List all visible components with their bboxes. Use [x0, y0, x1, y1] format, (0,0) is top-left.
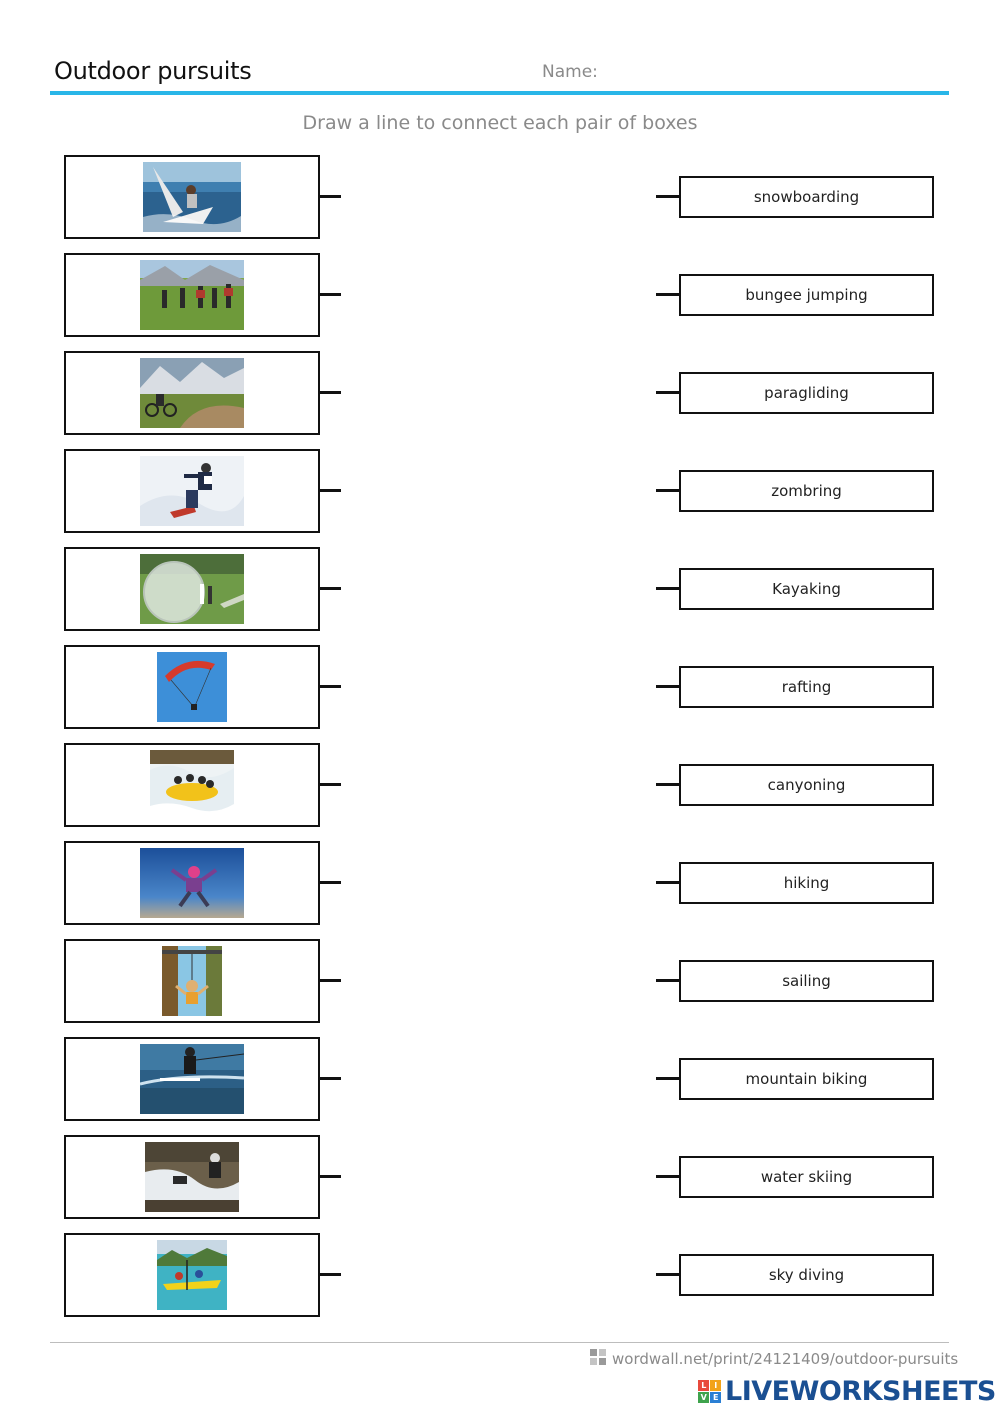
picture-box[interactable] — [64, 351, 320, 435]
paragliding-photo — [157, 652, 227, 722]
word-column — [656, 176, 936, 1352]
connector-stub[interactable] — [319, 1077, 341, 1080]
picture-row — [64, 1135, 344, 1219]
word-row — [656, 1156, 936, 1198]
picture-box[interactable] — [64, 547, 320, 631]
connector-stub[interactable] — [656, 1077, 680, 1080]
connector-stub[interactable] — [656, 489, 680, 492]
connector-stub[interactable] — [319, 881, 341, 884]
connector-stub[interactable] — [319, 1273, 341, 1276]
connector-stub[interactable] — [656, 979, 680, 982]
word-box[interactable]: snowboarding — [679, 176, 934, 218]
mountain-biking-photo — [140, 358, 244, 428]
picture-row — [64, 645, 344, 729]
picture-row — [64, 253, 344, 337]
connector-stub[interactable] — [319, 979, 341, 982]
footer-url: wordwall.net/print/24121409/outdoor-pursuits — [612, 1350, 959, 1368]
word-row — [656, 176, 936, 218]
picture-box[interactable] — [64, 253, 320, 337]
bungee-jumping-photo — [162, 946, 222, 1016]
connector-stub[interactable] — [319, 587, 341, 590]
name-label: Name: — [542, 62, 598, 82]
picture-row — [64, 1233, 344, 1317]
connector-stub[interactable] — [319, 391, 341, 394]
word-row — [656, 862, 936, 904]
word-box[interactable]: sailing — [679, 960, 934, 1002]
picture-column — [64, 155, 344, 1331]
water-skiing-photo — [140, 1044, 244, 1114]
footer-rule — [50, 1342, 949, 1343]
instructions: Draw a line to connect each pair of boxes — [302, 112, 698, 134]
word-row — [656, 372, 936, 414]
canyoning-photo — [145, 1142, 239, 1212]
word-box[interactable]: mountain biking — [679, 1058, 934, 1100]
word-box[interactable]: rafting — [679, 666, 934, 708]
liveworksheets-icon: L I V E — [698, 1380, 721, 1403]
picture-box[interactable] — [64, 1233, 320, 1317]
word-box[interactable]: sky diving — [679, 1254, 934, 1296]
picture-box[interactable] — [64, 449, 320, 533]
hiking-photo — [140, 260, 244, 330]
picture-box[interactable] — [64, 939, 320, 1023]
connector-stub[interactable] — [319, 489, 341, 492]
connector-stub[interactable] — [319, 685, 341, 688]
word-row — [656, 764, 936, 806]
picture-row — [64, 351, 344, 435]
zorbing-photo — [140, 554, 244, 624]
connector-stub[interactable] — [656, 881, 680, 884]
rafting-photo — [150, 750, 234, 820]
footer-link[interactable] — [590, 1349, 958, 1369]
word-row — [656, 470, 936, 512]
connector-stub[interactable] — [656, 293, 680, 296]
word-box[interactable]: bungee jumping — [679, 274, 934, 316]
connector-stub[interactable] — [319, 293, 341, 296]
word-box[interactable]: Kayaking — [679, 568, 934, 610]
picture-box[interactable] — [64, 155, 320, 239]
connector-stub[interactable] — [656, 391, 680, 394]
connector-stub[interactable] — [656, 685, 680, 688]
word-row — [656, 666, 936, 708]
connector-stub[interactable] — [319, 195, 341, 198]
liveworksheets-logo — [698, 1376, 996, 1407]
connector-stub[interactable] — [319, 783, 341, 786]
connector-stub[interactable] — [656, 587, 680, 590]
word-box[interactable]: paragliding — [679, 372, 934, 414]
word-row — [656, 274, 936, 316]
connector-stub[interactable] — [656, 195, 680, 198]
word-box[interactable]: hiking — [679, 862, 934, 904]
word-box[interactable]: water skiing — [679, 1156, 934, 1198]
picture-row — [64, 841, 344, 925]
connector-stub[interactable] — [656, 783, 680, 786]
picture-row — [64, 449, 344, 533]
picture-box[interactable] — [64, 1037, 320, 1121]
connector-stub[interactable] — [319, 1175, 341, 1178]
header-rule — [50, 91, 949, 95]
word-box[interactable]: canyoning — [679, 764, 934, 806]
picture-box[interactable] — [64, 841, 320, 925]
picture-box[interactable] — [64, 1135, 320, 1219]
wordwall-icon — [590, 1349, 606, 1369]
picture-row — [64, 155, 344, 239]
snowboarding-photo — [140, 456, 244, 526]
picture-box[interactable] — [64, 645, 320, 729]
kayaking-photo — [157, 1240, 227, 1310]
word-row — [656, 1254, 936, 1296]
picture-box[interactable] — [64, 743, 320, 827]
word-row — [656, 960, 936, 1002]
connector-stub[interactable] — [656, 1175, 680, 1178]
word-row — [656, 1058, 936, 1100]
picture-row — [64, 939, 344, 1023]
brand-name: LIVEWORKSHEETS — [725, 1376, 996, 1407]
sky-diving-photo — [140, 848, 244, 918]
sailing-photo — [143, 162, 241, 232]
connector-stub[interactable] — [656, 1273, 680, 1276]
word-row — [656, 568, 936, 610]
picture-row — [64, 1037, 344, 1121]
page-title: Outdoor pursuits — [54, 57, 252, 85]
picture-row — [64, 743, 344, 827]
picture-row — [64, 547, 344, 631]
word-box[interactable]: zombring — [679, 470, 934, 512]
